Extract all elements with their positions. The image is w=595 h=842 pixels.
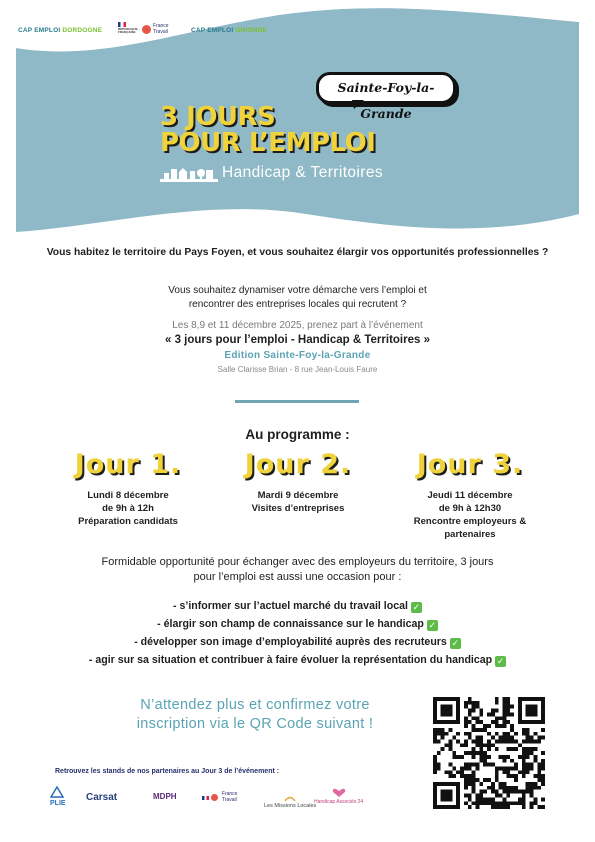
france-travail-icon xyxy=(211,794,218,801)
event-venue: Salle Clarisse Brian - 8 rue Jean-Louis Faure xyxy=(217,365,378,374)
plie-logo: PLIE xyxy=(50,786,66,807)
partners-heading: Retrouvez les stands de nos partenaires au Jour 3 de l’événement : xyxy=(55,768,280,775)
day-description: Mardi 9 décembre Visites d’entreprises xyxy=(251,490,345,514)
cap-emploi-dordogne-logo: CAP EMPLOI DORDOGNE xyxy=(18,27,103,34)
france-travail-icon xyxy=(142,25,151,34)
programme-heading: Au programme : xyxy=(245,427,350,442)
list-item: - développer son image d’employabilité auprès des recruteurs ✓ xyxy=(134,636,460,648)
partner-logos-header xyxy=(18,22,578,44)
section-divider xyxy=(235,400,359,403)
plie-icon xyxy=(50,786,64,798)
intro-question: Vous habitez le territoire du Pays Foyen, et vous souhaitez élargir vos opportunités professionnelles ? xyxy=(46,247,549,258)
day-description: Jeudi 11 décembre de 9h à 12h30 Rencontre employeurs & partenaires xyxy=(413,490,527,540)
list-item: - agir sur sa situation et contribuer à faire évoluer la représentation du handicap ✓ xyxy=(88,654,505,666)
mdph-logo: MDPH xyxy=(153,792,177,801)
event-title: 3 JOURS POUR L’EMPLOI xyxy=(160,102,376,158)
intro-paragraph: Vous souhaitez dynamiser votre démarche vers l’emploi et rencontrer des entreprises locales qui recrutent ? xyxy=(168,285,427,310)
day-1 xyxy=(38,449,218,528)
checkmark-icon: ✓ xyxy=(451,638,460,648)
france-travail-logo: France Travail xyxy=(142,24,169,35)
event-dates: Les 8,9 et 11 décembre 2025, prenez part à l’événement xyxy=(172,320,423,331)
french-flag-icon xyxy=(202,796,209,800)
day-description: Lundi 8 décembre de 9h à 12h Préparation candidats xyxy=(78,490,178,527)
call-to-action: N’attendez plus et confirmez votre inscription via le QR Code suivant ! xyxy=(136,697,374,732)
registration-qr-code[interactable] xyxy=(433,697,545,809)
opportunity-paragraph: Formidable opportunité pour échanger avec des employeurs du territoire, 3 jours pour l’emploi est aussi une occasion pour : xyxy=(101,556,494,583)
day-title: Jour 3. xyxy=(416,449,524,480)
checkmark-icon: ✓ xyxy=(412,602,421,612)
france-travail-partner-logo: France Travail xyxy=(202,792,237,803)
skyline-icon xyxy=(160,164,218,184)
event-subtitle: Handicap & Territoires xyxy=(222,164,383,181)
checkmark-icon: ✓ xyxy=(428,620,437,630)
missions-locales-logo: Les Missions Locales xyxy=(264,796,316,809)
heart-icon xyxy=(332,788,346,798)
town-speech-bubble: Sainte-Foy-la-Grande xyxy=(316,72,456,104)
cap-emploi-gironde-logo: CAP EMPLOI GIRONDE xyxy=(191,27,268,34)
carsat-logo: Carsat xyxy=(86,792,118,803)
missions-locales-icon xyxy=(284,796,296,802)
event-name: « 3 jours pour l’emploi - Handicap & Territoires » xyxy=(165,334,430,346)
republique-francaise-logo: RÉPUBLIQUE FRANÇAISE xyxy=(118,22,140,35)
checkmark-icon: ✓ xyxy=(496,656,505,666)
day-title: Jour 2. xyxy=(244,449,352,480)
day-2 xyxy=(208,449,388,515)
handicap-associes-logo: Handicap Associés 24 xyxy=(314,788,363,805)
day-3 xyxy=(380,449,560,541)
benefits-list xyxy=(30,597,565,669)
list-item: - élargir son champ de connaissance sur le handicap ✓ xyxy=(157,618,437,630)
event-edition: Edition Sainte-Foy-la-Grande xyxy=(224,350,371,361)
day-title: Jour 1. xyxy=(74,449,182,480)
list-item: - s’informer sur l’actuel marché du travail local ✓ xyxy=(173,600,421,612)
